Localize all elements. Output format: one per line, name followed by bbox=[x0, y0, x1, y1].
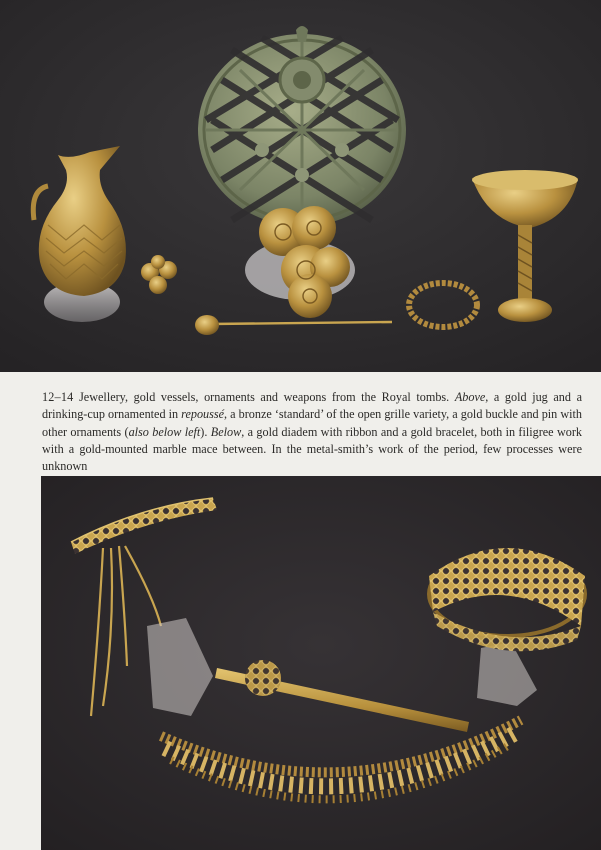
caption-also-below-left: also below left bbox=[128, 424, 201, 439]
figure-numbers: 12–14 bbox=[42, 390, 74, 404]
top-photo-illustration bbox=[0, 0, 601, 372]
caption-repousse: repoussé bbox=[181, 407, 225, 422]
caption-text-3: , a bronze ‘standard’ of the open grille variety, a gold buckle and pin with other ornaments ( bbox=[42, 407, 582, 439]
caption-text-4: ). bbox=[200, 424, 211, 439]
caption-text-1: Jewellery, gold vessels, ornaments and weapons from the Royal tombs. bbox=[73, 390, 455, 404]
caption-below: Below bbox=[210, 424, 242, 439]
caption-text-5: , a gold diadem with ribbon and a gold bracelet, both in filigree work with a gold-mounted marble mace between. In the metal-smith’s work of the period, few processes were unknown bbox=[42, 424, 582, 474]
top-photograph bbox=[0, 0, 601, 372]
bottom-photograph bbox=[41, 476, 601, 850]
caption-above: Above bbox=[454, 390, 486, 404]
figure-caption bbox=[42, 389, 582, 475]
caption-text-2: , a gold jug and a drinking-cup ornamented in bbox=[42, 390, 582, 422]
bottom-photo-illustration bbox=[41, 476, 601, 850]
